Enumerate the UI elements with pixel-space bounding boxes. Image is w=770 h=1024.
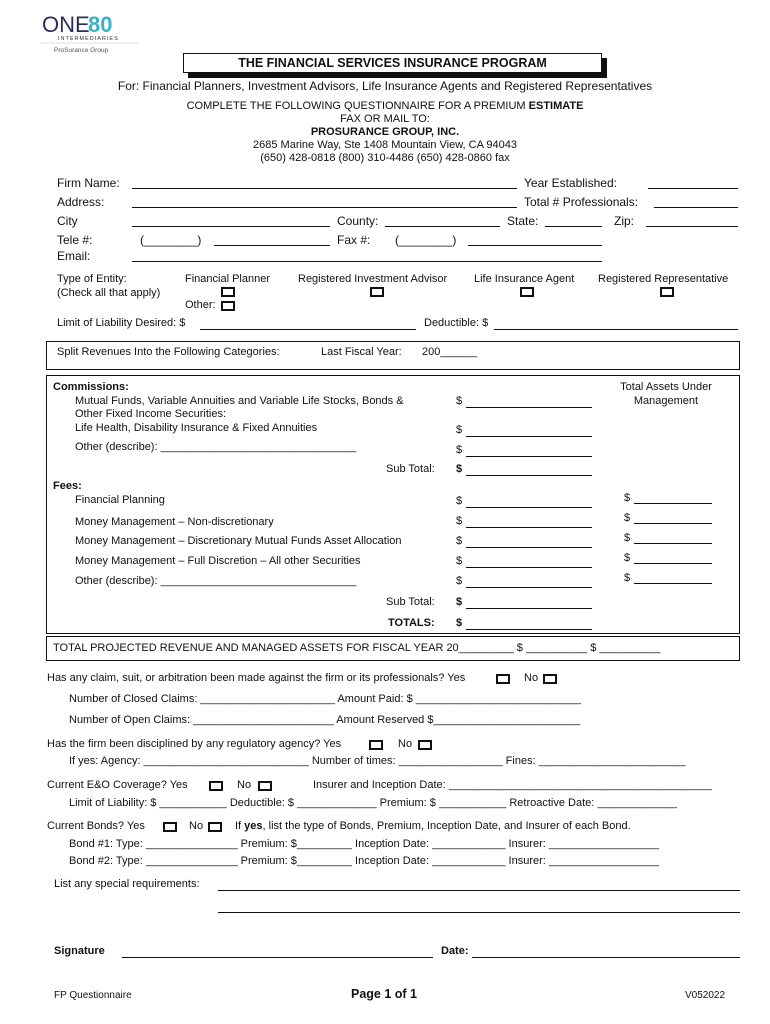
commission-subtotal-label: Sub Total: — [386, 463, 435, 475]
deductible-label: Deductible: $ — [424, 317, 489, 329]
fees-subtotal-field[interactable] — [466, 608, 592, 609]
assets-financial-planning-field[interactable] — [634, 503, 712, 504]
eo-yes-checkbox[interactable] — [209, 781, 223, 791]
tau-header: Total Assets Under — [620, 381, 712, 393]
email-label: Email: — [57, 249, 91, 263]
footer-form-name: FP Questionnaire — [54, 990, 132, 1001]
tele-label: Tele #: — [57, 233, 93, 247]
other-checkbox[interactable] — [221, 301, 235, 311]
life-agent-checkbox[interactable] — [520, 287, 534, 297]
firm-name-label: Firm Name: — [57, 176, 120, 190]
dollar-sign: $ — [456, 424, 463, 436]
agency-line[interactable]: If yes: Agency: ___________________________ Number of times: _________________ Fines: ________________________ — [69, 755, 686, 767]
fee-row-full-discretion: Money Management – Full Discretion – All other Securities — [75, 555, 361, 567]
dollar-sign: $ — [624, 572, 631, 584]
open-claims-line[interactable]: Number of Open Claims: _______________________ Amount Reserved $________________________ — [69, 714, 581, 726]
check-all-label: (Check all that apply) — [57, 287, 161, 299]
discipline-no-checkbox[interactable] — [418, 740, 432, 750]
total-professionals-field[interactable] — [654, 207, 738, 208]
date-field[interactable] — [472, 957, 740, 958]
commission-life-health-field[interactable] — [466, 436, 592, 437]
eo-question: Current E&O Coverage? Yes — [47, 779, 188, 791]
year-established-label: Year Established: — [524, 176, 617, 190]
tau-header-2: Management — [633, 395, 699, 407]
totals-label: TOTALS: — [388, 617, 435, 629]
svg-text:ONE: ONE — [42, 12, 90, 37]
dollar-sign: $ — [456, 444, 463, 456]
fax-area-code[interactable]: (________) — [395, 233, 457, 247]
instructions-line1: COMPLETE THE FOLLOWING QUESTIONNAIRE FOR A PREMIUM ESTIMATE — [186, 100, 584, 112]
svg-text:INTERMEDIARIES: INTERMEDIARIES — [58, 36, 119, 42]
footer-version: V052022 — [685, 990, 726, 1001]
fee-row-other: Other (describe): ________________________________ — [75, 575, 357, 587]
limit-label: Limit of Liability Desired: $ — [57, 317, 186, 329]
county-label: County: — [337, 214, 379, 228]
commission-row-fixed-income: Other Fixed Income Securities: — [75, 408, 227, 420]
dollar-sign: $ — [456, 515, 463, 527]
dollar-sign: $ — [456, 535, 463, 547]
dollar-sign: $ — [456, 395, 463, 407]
company-logo — [40, 10, 140, 56]
dollar-sign: $ — [624, 512, 631, 524]
company-phones: (650) 428-0818 (800) 310-4486 (650) 428-0860 fax — [260, 152, 510, 164]
commission-other-field[interactable] — [466, 456, 592, 457]
entity-other-label: Other: — [185, 299, 216, 311]
totals-field[interactable] — [466, 629, 592, 630]
city-label: City — [57, 214, 78, 228]
dollar-sign: $ — [624, 492, 631, 504]
commission-row-mutual-funds: Mutual Funds, Variable Annuities and Variable Life Stocks, Bonds & — [75, 395, 404, 407]
bond-2-line[interactable]: Bond #2: Type: _______________ Premium: $_________ Inception Date: ____________ Insurer: __________________ — [69, 855, 660, 867]
deductible-field[interactable] — [494, 329, 738, 330]
subtitle: For: Financial Planners, Investment Advisors, Life Insurance Agents and Registered Representatives — [117, 79, 653, 93]
zip-field[interactable] — [646, 226, 738, 227]
financial-planner-checkbox[interactable] — [221, 287, 235, 297]
fax-label: Fax #: — [337, 233, 371, 247]
fiscal-year-field[interactable]: 200______ — [422, 346, 478, 358]
split-revenues-label: Split Revenues Into the Following Categories: — [57, 346, 280, 358]
assets-non-discretionary-field[interactable] — [634, 523, 712, 524]
fee-financial-planning-field[interactable] — [466, 507, 592, 508]
dollar-sign: $ — [456, 495, 463, 507]
commission-mutual-funds-field[interactable] — [466, 407, 592, 408]
dollar-sign: $ — [456, 617, 463, 629]
discipline-no-label: No — [398, 738, 413, 750]
claims-no-label: No — [524, 672, 539, 684]
eo-no-checkbox[interactable] — [258, 781, 272, 791]
special-requirements-label: List any special requirements: — [54, 878, 200, 890]
city-field[interactable] — [132, 226, 330, 227]
commission-subtotal-field[interactable] — [466, 475, 592, 476]
claims-question: Has any claim, suit, or arbitration been made against the firm or its professionals? Yes — [47, 672, 466, 684]
dollar-sign: $ — [456, 596, 463, 608]
entity-ria-label: Registered Investment Advisor — [298, 273, 448, 285]
claims-yes-checkbox[interactable] — [496, 674, 510, 684]
instructions-line2: FAX OR MAIL TO: — [340, 113, 430, 125]
entity-financial-planner-label: Financial Planner — [185, 273, 270, 285]
company-address: 2685 Marine Way, Ste 1408 Mountain View, CA 94043 — [253, 139, 517, 151]
fee-other-field[interactable] — [466, 587, 592, 588]
dollar-sign: $ — [456, 575, 463, 587]
fax-field[interactable] — [468, 245, 602, 246]
dollar-sign: $ — [624, 532, 631, 544]
eo-insurer-line[interactable]: Insurer and Inception Date: ___________________________________________ — [313, 779, 712, 791]
rr-checkbox[interactable] — [660, 287, 674, 297]
bonds-instruction: If yes, list the type of Bonds, Premium, Inception Date, and Insurer of each Bond. — [235, 820, 631, 832]
eo-no-label: No — [237, 779, 252, 791]
entity-life-agent-label: Life Insurance Agent — [474, 273, 575, 285]
entity-type-label: Type of Entity: — [57, 273, 127, 285]
commissions-heading: Commissions: — [53, 381, 129, 393]
address-label: Address: — [57, 195, 105, 209]
zip-label: Zip: — [614, 214, 635, 228]
county-field[interactable] — [385, 226, 500, 227]
fees-subtotal-label: Sub Total: — [386, 596, 435, 608]
dollar-sign: $ — [624, 552, 631, 564]
tele-field[interactable] — [214, 245, 330, 246]
assets-discretionary-field[interactable] — [634, 543, 712, 544]
svg-text:ProSurance Group: ProSurance Group — [54, 47, 109, 54]
last-fiscal-year-label: Last Fiscal Year: — [321, 346, 402, 358]
assets-full-discretion-field[interactable] — [634, 563, 712, 564]
dollar-sign: $ — [456, 463, 463, 475]
claims-no-checkbox[interactable] — [543, 674, 557, 684]
limit-field[interactable] — [200, 329, 416, 330]
fee-row-financial-planning: Financial Planning — [75, 494, 165, 506]
address-field[interactable] — [132, 207, 517, 208]
tele-area-code[interactable]: (________) — [140, 233, 202, 247]
assets-other-field[interactable] — [634, 583, 712, 584]
fee-row-non-discretionary: Money Management – Non-discretionary — [75, 516, 274, 528]
dollar-sign: $ — [456, 555, 463, 567]
fee-full-discretion-field[interactable] — [466, 567, 592, 568]
date-label: Date: — [441, 945, 469, 957]
svg-text:80: 80 — [88, 12, 113, 37]
bond-1-line[interactable]: Bond #1: Type: _______________ Premium: $_________ Inception Date: ____________ Insurer: __________________ — [69, 838, 660, 850]
footer-page-number: Page 1 of 1 — [351, 987, 417, 1001]
fee-row-discretionary: Money Management – Discretionary Mutual Funds Asset Allocation — [75, 535, 402, 547]
company-name: PROSURANCE GROUP, INC. — [310, 126, 460, 138]
commission-row-other: Other (describe): ________________________________ — [75, 441, 357, 453]
special-requirements-field-1[interactable] — [218, 890, 740, 891]
total-projected-label: TOTAL PROJECTED REVENUE AND MANAGED ASSETS FOR FISCAL YEAR 20_________ $ __________ $ __________ — [53, 642, 661, 654]
special-requirements-field-2[interactable] — [218, 912, 740, 913]
ria-checkbox[interactable] — [370, 287, 384, 297]
discipline-question: Has the firm been disciplined by any regulatory agency? Yes — [47, 738, 342, 750]
state-field[interactable] — [545, 226, 602, 227]
bonds-question: Current Bonds? Yes — [47, 820, 145, 832]
discipline-yes-checkbox[interactable] — [369, 740, 383, 750]
signature-label: Signature — [54, 945, 105, 957]
bonds-no-label: No — [189, 820, 204, 832]
email-field[interactable] — [132, 261, 602, 262]
page-title: THE FINANCIAL SERVICES INSURANCE PROGRAM — [183, 53, 602, 73]
fees-heading: Fees: — [53, 480, 82, 492]
bonds-yes-checkbox[interactable] — [163, 822, 177, 832]
closed-claims-line[interactable]: Number of Closed Claims: ______________________ Amount Paid: $ ___________________________ — [69, 693, 581, 705]
eo-limits-line[interactable]: Limit of Liability: $ ___________ Deductible: $ _____________ Premium: $ ___________ Retroactive Date: _____________ — [69, 797, 677, 809]
total-professionals-label: Total # Professionals: — [524, 195, 639, 209]
bonds-no-checkbox[interactable] — [208, 822, 222, 832]
entity-rr-label: Registered Representative — [598, 273, 729, 285]
fee-non-discretionary-field[interactable] — [466, 527, 592, 528]
state-label: State: — [507, 214, 539, 228]
firm-name-field[interactable] — [132, 188, 517, 189]
signature-field[interactable] — [122, 957, 433, 958]
fee-discretionary-field[interactable] — [466, 547, 592, 548]
year-established-field[interactable] — [648, 188, 738, 189]
commission-row-life-health: Life Health, Disability Insurance & Fixed Annuities — [75, 422, 318, 434]
